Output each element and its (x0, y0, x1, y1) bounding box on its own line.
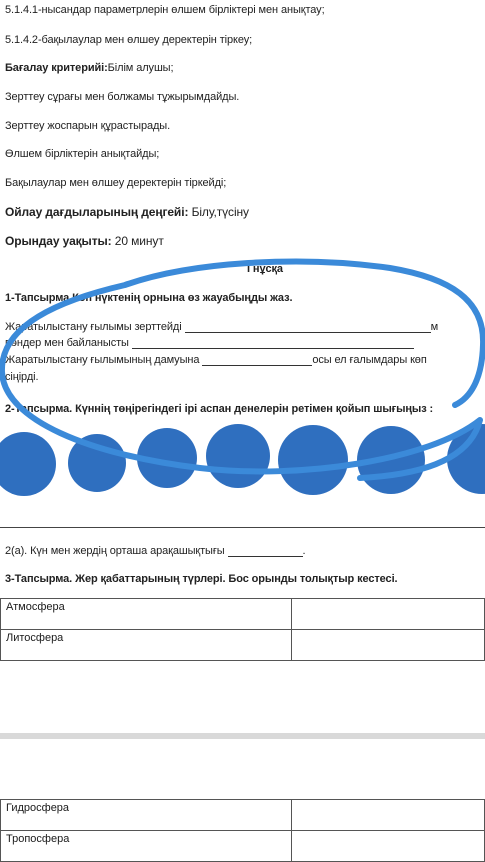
time-line (5, 234, 164, 248)
criteria-item-3: Өлшем бірліктерін анықтайды; (5, 148, 160, 160)
task1-line3-end: осы ел ғалымдары көп (312, 354, 427, 366)
table-cell-answer[interactable] (292, 800, 485, 831)
task1-line-1 (5, 321, 438, 333)
table-cell-label: Литосфера (1, 630, 292, 661)
planet-slot-5[interactable] (278, 425, 348, 495)
table-row (1, 800, 485, 831)
answer-blank-distance[interactable] (228, 546, 303, 557)
task1-line-3 (5, 354, 427, 366)
layers-table-bottom (0, 799, 485, 862)
table-cell-label: Тропосфера (1, 831, 292, 862)
thinking-level-value: Білу,түсіну (191, 205, 249, 219)
planet-slot-4[interactable] (206, 424, 270, 488)
table-row (1, 630, 485, 661)
answer-blank-2[interactable] (132, 338, 414, 349)
criteria-item-4: Бақылаулар мен өлшеу деректерін тіркейді; (5, 177, 227, 189)
answer-blank-1[interactable] (185, 322, 431, 333)
page-gap-divider (0, 733, 485, 739)
table-cell-answer[interactable] (292, 599, 485, 630)
criteria-item-2: Зерттеу жоспарын құрастырады. (5, 120, 171, 132)
task2a-text: 2(а). Күн мен жердің орташа арақашықтығы (5, 545, 225, 557)
planet-slot-7[interactable] (447, 424, 485, 494)
criteria-item-1: Зерттеу сұрағы мен болжамы тұжырымдайды. (5, 91, 240, 103)
planet-slot-2[interactable] (68, 434, 126, 492)
objective-line-2: 5.1.4.2-бақылаулар мен өлшеу деректерін тіркеу; (5, 34, 253, 46)
table-cell-label: Атмосфера (1, 599, 292, 630)
criteria-line (5, 62, 173, 74)
thinking-level-line (5, 205, 249, 219)
answer-blank-3[interactable] (202, 355, 312, 366)
task1-title: 1-Тапсырма.Көп нүктенің орнына өз жауабыңды жаз. (5, 292, 293, 304)
table-row (1, 831, 485, 862)
table-cell-label: Гидросфера (1, 800, 292, 831)
variant-heading: І нұсқа (247, 263, 283, 275)
criteria-value: Білім алушы; (107, 62, 174, 74)
layers-table-top (0, 598, 485, 661)
criteria-label: Бағалау критерийі: (5, 62, 108, 74)
task1-line-4: сіңірді. (5, 371, 39, 383)
planet-slot-6[interactable] (357, 426, 425, 494)
table-cell-answer[interactable] (292, 831, 485, 862)
time-value: 20 минут (114, 234, 164, 248)
task2a-period: . (302, 545, 306, 557)
task1-line1-text: Жаратылыстану ғылымы зерттейді (5, 321, 182, 333)
answer-line[interactable] (0, 527, 485, 528)
objective-line-1: 5.1.4.1-нысандар параметрлерін өлшем бірліктері мен анықтау; (5, 4, 325, 16)
task2-title: 2-Тапсырма. Күннің төңірегіндегі ірі аспан денелерін ретімен қойып шығыңыз : (5, 403, 434, 415)
planet-slot-1[interactable] (0, 432, 56, 496)
table-cell-answer[interactable] (292, 630, 485, 661)
task3-title: 3-Тапсырма. Жер қабаттарының түрлері. Бос орынды толықтыр кестесі. (5, 573, 398, 585)
task1-line-2 (5, 337, 414, 349)
time-label: Орындау уақыты: (5, 234, 112, 248)
task2a-line (5, 545, 306, 557)
planet-slot-3[interactable] (137, 428, 197, 488)
task1-line1-end: м (430, 321, 439, 333)
task1-line2-text: пәндер мен байланысты (5, 337, 129, 349)
task1-line3-text: Жаратылыстану ғылымының дамуына (5, 354, 200, 366)
table-row (1, 599, 485, 630)
thinking-level-label: Ойлау дағдыларының деңгейі: (5, 205, 189, 219)
